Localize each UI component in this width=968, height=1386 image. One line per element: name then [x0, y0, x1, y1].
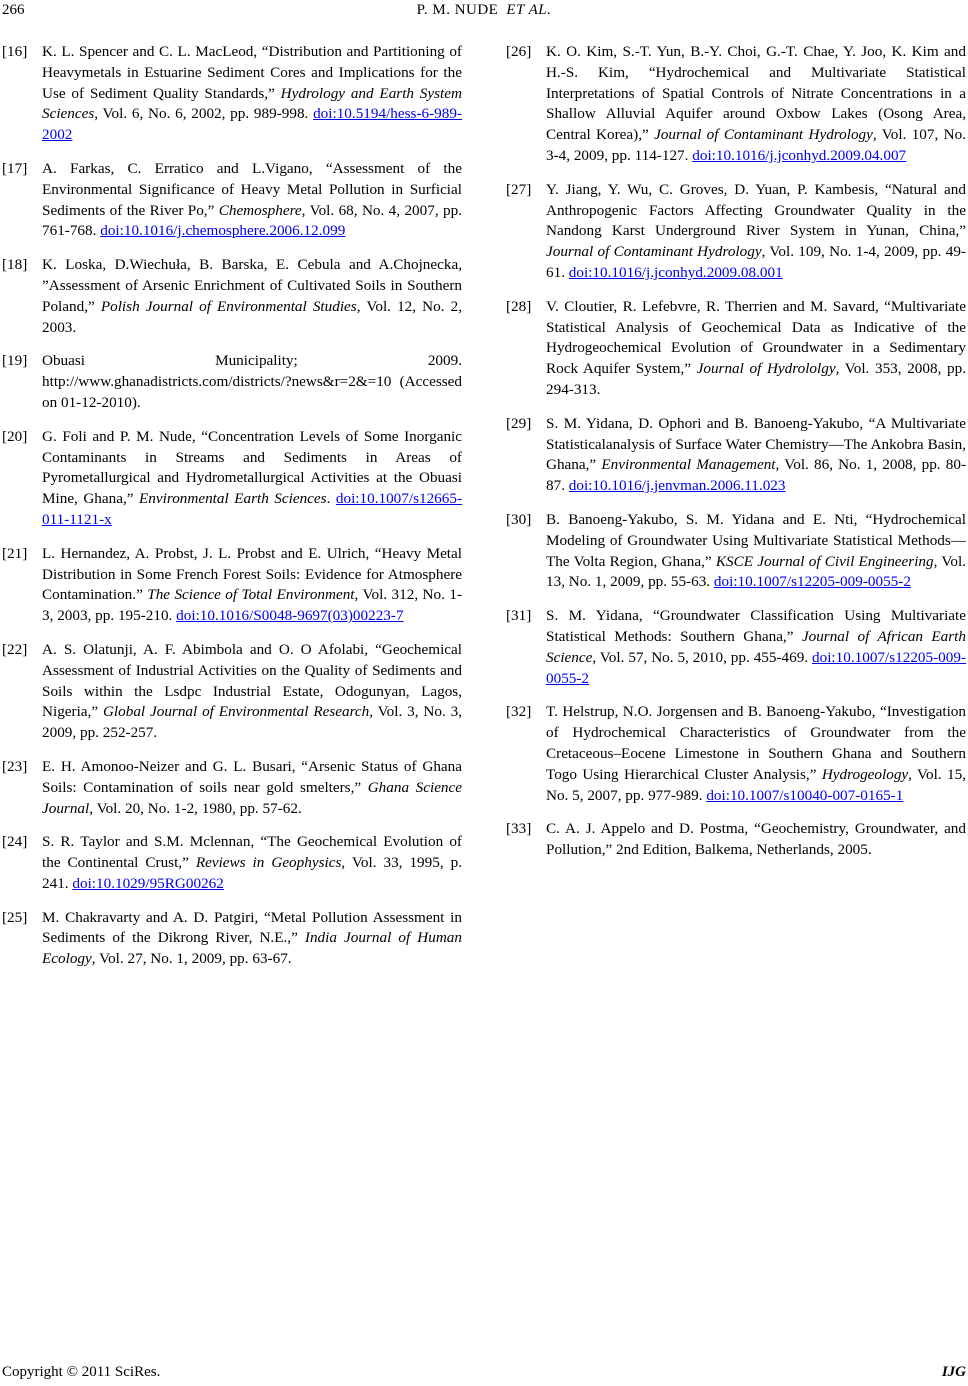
page-header [0, 0, 968, 22]
reference-text-segment: , Vol. 15, No. 5, 2007, pp. 977-989. [546, 765, 966, 804]
reference-text [42, 908, 462, 970]
doi-link[interactable]: doi:10.1016/j.chemosphere.2006.12.099 [100, 222, 346, 240]
reference-entry [506, 414, 966, 497]
reference-journal-title: Hydrogeology [821, 765, 909, 783]
reference-text-segment: , Vol. 33, 1995, p. 241. [42, 854, 462, 892]
reference-text [42, 757, 462, 819]
reference-text-segment: G. Foli and P. M. Nude, “Concentration Levels of Some Inorganic Contaminants in Streams and Sediments in Areas of Pyrometallurgical and Hydrometallurgical Activities at the Obuasi Mine, Ghana,” [42, 427, 462, 508]
copyright-notice: Copyright © 2011 SciRes. [2, 1364, 161, 1380]
reference-number: [18] [2, 256, 28, 274]
reference-text [42, 832, 462, 894]
reference-entry [506, 180, 966, 284]
references-right-column [506, 42, 966, 874]
reference-entry [2, 351, 462, 413]
reference-text [42, 255, 462, 338]
reference-text-segment: V. Cloutier, R. Lefebvre, R. Therrien and M. Savard, “Multivariate Statistical Analysis of Geochemical Data as Indicative of the Hydrogeochemical Evolution of Groundwater in a Sedimentary Rock Aquifer System,” [546, 297, 966, 378]
reference-text-segment: L. Hernandez, A. Probst, J. L. Probst and E. Ulrich, “Heavy Metal Distribution in Some French Forest Soils: Evidence for Atmosphere Contamination.” [42, 544, 462, 604]
doi-link[interactable]: doi:10.1016/S0048-9697(03)00223-7 [176, 607, 404, 625]
reference-entry [2, 255, 462, 338]
doi-link[interactable]: doi:10.1016/j.jconhyd.2009.04.007 [692, 146, 907, 164]
reference-text-segment: . [326, 490, 336, 508]
reference-entry [506, 606, 966, 689]
reference-text [546, 702, 966, 806]
reference-entry [2, 544, 462, 627]
reference-journal-title: Journal of Contaminant Hydrology [546, 243, 762, 261]
reference-journal-title: Journal of Contaminant Hydrology [654, 126, 873, 144]
reference-text-segment: , Vol. 312, No. 1-3, 2003, pp. 195-210. [42, 586, 463, 625]
reference-entry [2, 42, 462, 146]
reference-text-segment: , Vol. 6, No. 6, 2002, pp. 989-998. [94, 105, 314, 123]
reference-text [546, 414, 966, 497]
reference-text-segment: K. L. Spencer and C. L. MacLeod, “Distribution and Partitioning of Heavymetals in Estuarine Sediment Cores and Implications for the Use of Sediment Quality Standards,” [42, 43, 462, 102]
reference-text [42, 544, 462, 627]
reference-journal-title: KSCE Journal of Civil Engineering [715, 552, 934, 570]
reference-text-segment: , Vol. 57, No. 5, 2010, pp. 455-469. [592, 648, 813, 666]
reference-text [42, 42, 462, 146]
reference-text-segment: S. M. Yidana, “Groundwater Classification Using Multivariate Statistical Methods: Southern Ghana,” [546, 607, 966, 645]
reference-text-segment: , Vol. 3, No. 3, 2009, pp. 252-257. [42, 703, 462, 742]
reference-text [546, 297, 966, 401]
reference-text [546, 180, 966, 284]
reference-entry [506, 42, 966, 167]
reference-number: [27] [506, 180, 532, 198]
reference-text [42, 427, 462, 531]
reference-text-segment: A. S. Olatunji, A. F. Abimbola and O. O Afolabi, “Geochemical Assessment of Industrial Activities on the Quality of Sediments and Soils within the Lsdpc Industrial Estate, Odogunyan, Lagos, Nigeria,” [42, 640, 462, 721]
running-head [0, 2, 968, 19]
page-number: 266 [2, 2, 25, 18]
reference-entry [2, 640, 462, 744]
doi-link[interactable]: doi:10.1016/j.jconhyd.2009.08.001 [568, 263, 783, 281]
reference-text-segment: , Vol. 12, No. 2, 2003. [42, 297, 463, 336]
reference-text-segment: , Vol. 353, 2008, pp. 294-313. [546, 360, 966, 398]
reference-journal-title: Reviews in Geophysics [195, 854, 342, 872]
reference-text-segment: Y. Jiang, Y. Wu, C. Groves, D. Yuan, P. Kambesis, “Natural and Anthropogenic Factors Affecting Groundwater Quality in the Nandong Karst Underground River System in Yunan, China,” [546, 180, 966, 240]
reference-text-segment: K. O. Kim, S.-T. Yun, B.-Y. Choi, G.-T. Chae, Y. Joo, K. Kim and H.-S. Kim, “Hydrochemical and Multivariate Statistical Interpretations of Spatial Controls of Nitrate Concentrations in a Shallow Alluvial Aquifer around Oxbow Lakes (Osong Area, Central Korea),” [546, 43, 966, 144]
reference-number: [28] [506, 297, 532, 315]
reference-journal-title: Journal of African Earth Science [546, 627, 966, 666]
reference-text-segment: E. H. Amonoo-Neizer and G. L. Busari, “Arsenic Status of Ghana Soils: Contamination of soils near gold smelters,” [42, 757, 462, 796]
reference-entry [2, 427, 462, 531]
reference-text [546, 42, 966, 167]
reference-entry [2, 832, 462, 894]
reference-journal-title: Chemosphere [218, 201, 302, 219]
reference-text [42, 351, 462, 413]
reference-number: [21] [2, 544, 28, 562]
reference-entry [506, 819, 966, 861]
reference-number: [31] [506, 607, 532, 625]
reference-number: [19] [2, 352, 28, 370]
doi-link[interactable]: doi:10.1007/s12205-009-0055-2 [546, 648, 966, 687]
reference-number: [24] [2, 833, 28, 851]
reference-journal-title: Hydrology and Earth System Sciences [42, 84, 462, 123]
reference-journal-title: Ghana Science Journal [42, 778, 463, 817]
reference-text-segment: , Vol. 68, No. 4, 2007, pp. 761-768. [42, 201, 462, 240]
reference-number: [29] [506, 414, 532, 432]
reference-text [42, 159, 462, 242]
reference-journal-title: India Journal of Human Ecology [42, 929, 462, 968]
reference-text-segment: , Vol. 27, No. 1, 2009, pp. 63-67. [91, 950, 292, 968]
reference-text-segment: S. M. Yidana, D. Ophori and B. Banoeng-Yakubo, “A Multivariate Statisticalanalysis of Surface Water Chemistry—The Ankobra Basin, Ghana,” [546, 414, 966, 474]
reference-number: [16] [2, 43, 28, 60]
doi-link[interactable]: doi:10.5194/hess-6-989-2002 [42, 105, 462, 144]
reference-text-segment: , Vol. 20, No. 1-2, 1980, pp. 57-62. [89, 799, 302, 817]
reference-number: [25] [2, 908, 28, 926]
reference-number: [26] [506, 43, 532, 60]
reference-number: [30] [506, 510, 532, 528]
reference-text [546, 606, 966, 689]
reference-journal-title: Environmental Earth Sciences [139, 490, 327, 508]
references-left-column [2, 42, 462, 983]
reference-number: [23] [2, 757, 28, 775]
reference-entry [506, 510, 966, 593]
running-head-et-al: ET AL. [506, 2, 552, 18]
doi-link[interactable]: doi:10.1007/s10040-007-0165-1 [706, 786, 904, 804]
reference-journal-title: Journal of Hydrololgy [696, 360, 836, 378]
reference-entry [2, 757, 462, 819]
reference-journal-title: The Science of Total Environment [147, 586, 355, 604]
reference-number: [22] [2, 640, 28, 658]
reference-entry [2, 908, 462, 970]
reference-text-segment: , Vol. 86, No. 1, 2008, pp. 80-87. [546, 456, 966, 495]
reference-text-segment: Obuasi Municipality; 2009. http://www.ghanadistricts.com/districts/?news&r=2&=10 (Accessed on 01-12-2010). [42, 352, 462, 411]
reference-text [546, 819, 966, 861]
reference-number: [32] [506, 703, 532, 721]
reference-text-segment: S. R. Taylor and S.M. Mclennan, “The Geochemical Evolution of the Continental Crust,” [42, 833, 462, 872]
reference-text-segment: C. A. J. Appelo and D. Postma, “Geochemistry, Groundwater, and Pollution,” 2nd Edition, Balkema, Netherlands, 2005. [546, 820, 966, 859]
journal-abbreviation: IJG [941, 1364, 966, 1380]
reference-text-segment: M. Chakravarty and A. D. Patgiri, “Metal Pollution Assessment in Sediments of the Dikrong River, N.E.,” [42, 908, 462, 947]
doi-link[interactable]: doi:10.1029/95RG00262 [72, 874, 224, 892]
reference-journal-title: Environmental Management [601, 456, 776, 474]
reference-text-segment: B. Banoeng-Yakubo, S. M. Yidana and E. Nti, “Hydrochemical Modeling of Groundwater Using Multivariate Statistical Methods—The Volta Region, Ghana,” [546, 510, 966, 570]
reference-text-segment: , Vol. 13, No. 1, 2009, pp. 55-63. [546, 552, 966, 591]
reference-text-segment: , Vol. 109, No. 1-4, 2009, pp. 49-61. [546, 243, 966, 281]
reference-text-segment: T. Helstrup, N.O. Jorgensen and B. Banoeng-Yakubo, “Investigation of Hydrochemical Characteristics of Groundwater from the Cretaceous–Eocene Limestone in Southern Ghana and Southern Togo Using Hierarchical Cluster Analysis,” [546, 703, 966, 783]
reference-text-segment: , Vol. 107, No. 3-4, 2009, pp. 114-127. [546, 126, 966, 164]
reference-entry [2, 159, 462, 242]
reference-journal-title: Polish Journal of Environmental Studies [100, 297, 357, 315]
doi-link[interactable]: doi:10.1007/s12205-009-0055-2 [713, 573, 911, 591]
reference-journal-title: Global Journal of Environmental Research [102, 703, 370, 721]
reference-number: [33] [506, 820, 532, 838]
reference-number: [20] [2, 427, 28, 445]
doi-link[interactable]: doi:10.1016/j.jenvman.2006.11.023 [568, 477, 786, 495]
reference-text-segment: K. Loska, D.Wiechuła, B. Barska, E. Cebula and A.Chojnecka, ”Assessment of Arsenic Enrichment of Cultivated Soils in Southern Poland,” [42, 256, 462, 315]
reference-entry [506, 702, 966, 806]
running-head-authors: P. M. NUDE [416, 2, 499, 18]
reference-text [546, 510, 966, 593]
reference-entry [506, 297, 966, 401]
reference-text-segment: A. Farkas, C. Erratico and L.Vigano, “Assessment of the Environmental Significance of Heavy Metal Pollution in Surficial Sediments of the River Po,” [42, 159, 462, 219]
reference-number: [17] [2, 159, 28, 177]
doi-link[interactable]: doi:10.1007/s12665-011-1121-x [42, 490, 463, 528]
reference-text [42, 640, 462, 744]
